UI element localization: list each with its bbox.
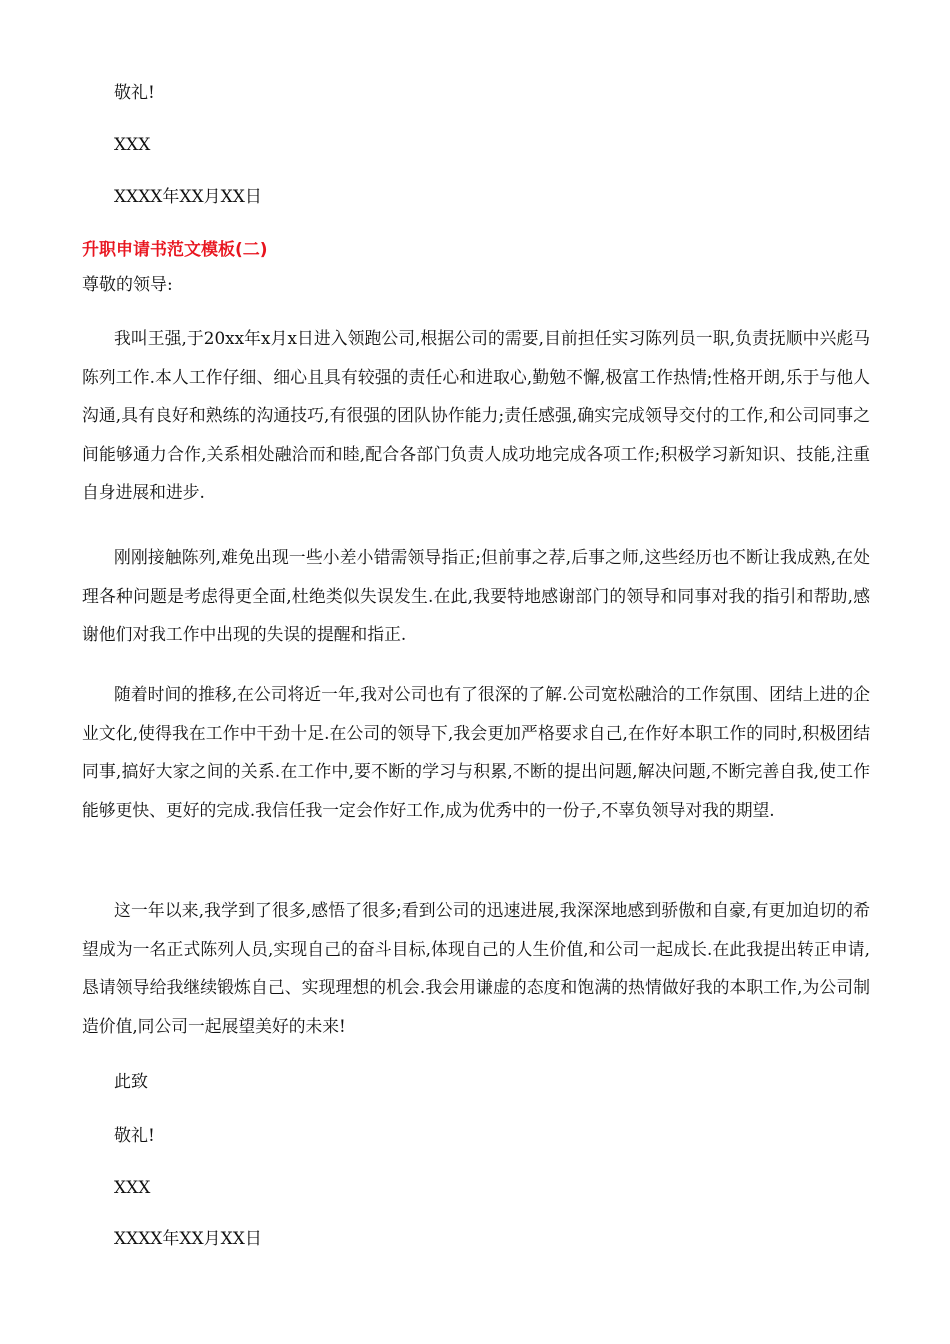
closing-name-2: XXX — [114, 1178, 151, 1198]
closing-name: XXX — [114, 135, 151, 155]
body-paragraph-3: 随着时间的推移,在公司将近一年,我对公司也有了很深的了解.公司宽松融洽的工作氛围、团结上进的企业文化,使得我在工作中干劲十足.在公司的领导下,我会更加严格要求自己,在作好本职工作的同时,积极团结同事,搞好大家之间的关系.在工作中,要不断的学习与积累,不断的提出问题,解决问题,不断完善自我,使工作能够更快、更好的完成.我信任我一定会作好工作,成为优秀中的一份子,不辜负领导对我的期望. — [82, 684, 870, 820]
body-paragraph-4: 这一年以来,我学到了很多,感悟了很多;看到公司的迅速进展,我深深地感到骄傲和自豪,有更加迫切的希望成为一名正式陈列人员,实现自己的奋斗目标,体现自己的人生价值,和公司一起成长.在此我提出转正申请,恳请领导给我继续锻炼自己、实现理想的机会.我会用谦虚的态度和饱满的热情做好我的本职工作,为公司制造价值,同公司一起展望美好的未来! — [82, 900, 870, 1036]
body-paragraph-2: 刚刚接触陈列,难免出现一些小差小错需领导指正;但前事之荐,后事之师,这些经历也不断让我成熟,在处理各种问题是考虑得更全面,杜绝类似失误发生.在此,我要特地感谢部门的领导和同事对我的指引和帮助,感谢他们对我工作中出现的失误的提醒和指正. — [82, 547, 870, 644]
closing-salute-2: 敬礼! — [114, 1126, 155, 1146]
closing-regards: 此致 — [114, 1072, 148, 1092]
closing-date-2: XXXX年XX月XX日 — [114, 1229, 262, 1249]
body-paragraph-1: 我叫王强,于20xx年x月x日进入领跑公司,根据公司的需要,目前担任实习陈列员一职,负责抚顺中兴彪马陈列工作.本人工作仔细、细心且具有较强的责任心和进取心,勤勉不懈,极富工作热情;性格开朗,乐于与他人沟通,具有良好和熟练的沟通技巧,有很强的团队协作能力;责任感强,确实完成领导交付的工作,和公司同事之间能够通力合作,关系相处融洽而和睦,配合各部门负责人成功地完成各项工作;积极学习新知识、技能,注重自身进展和进步. — [82, 328, 870, 502]
section-title: 升职申请书范文模板(二) — [82, 240, 268, 260]
closing-salute: 敬礼! — [114, 83, 155, 103]
closing-date: XXXX年XX月XX日 — [114, 187, 262, 207]
letter-greeting: 尊敬的领导: — [82, 275, 173, 295]
